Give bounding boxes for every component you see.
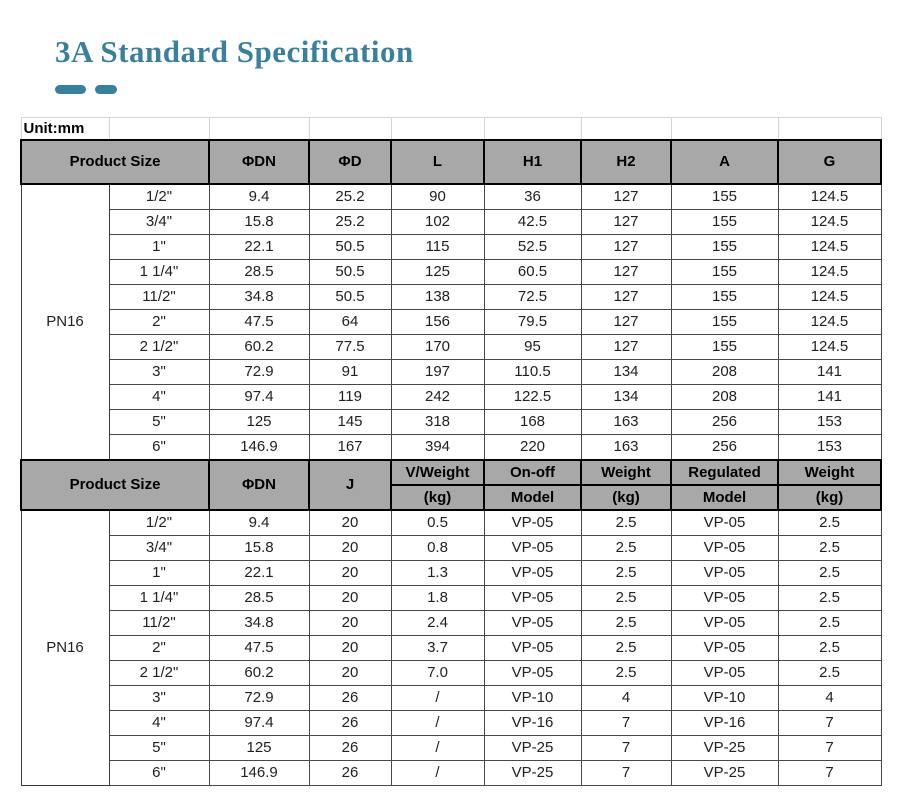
table-cell: 2" <box>109 635 209 660</box>
table-row <box>21 284 881 309</box>
table-cell: 146.9 <box>209 434 309 460</box>
table-cell: 3" <box>109 685 209 710</box>
table-cell: 20 <box>309 610 391 635</box>
header-h2: H2 <box>581 140 671 184</box>
table-cell: 155 <box>671 259 778 284</box>
table-cell: 1 1/4" <box>109 585 209 610</box>
table-cell: 155 <box>671 184 778 210</box>
header-regulated-model: Model <box>671 485 778 510</box>
table-cell: 155 <box>671 334 778 359</box>
table-row <box>21 334 881 359</box>
table-row <box>21 384 881 409</box>
table-cell: 34.8 <box>209 284 309 309</box>
table-cell: 26 <box>309 760 391 785</box>
table-cell: 124.5 <box>778 309 881 334</box>
table-cell: 4 <box>581 685 671 710</box>
table-cell: 3" <box>109 359 209 384</box>
weights-table-body <box>21 510 881 786</box>
table-cell: 6" <box>109 434 209 460</box>
table-cell: 1/2" <box>109 184 209 210</box>
table-cell: 124.5 <box>778 284 881 309</box>
table-cell: 125 <box>209 735 309 760</box>
table-cell: VP-05 <box>671 660 778 685</box>
table-cell: 7 <box>778 735 881 760</box>
table-cell: 153 <box>778 409 881 434</box>
unit-row-cell <box>778 117 881 140</box>
table-cell: 134 <box>581 384 671 409</box>
table-cell: 50.5 <box>309 284 391 309</box>
table-cell: 64 <box>309 309 391 334</box>
table-cell: 3.7 <box>391 635 484 660</box>
table-cell: 72.5 <box>484 284 581 309</box>
table-cell: 125 <box>391 259 484 284</box>
table-cell: 122.5 <box>484 384 581 409</box>
table-cell: 155 <box>671 284 778 309</box>
table-row <box>21 209 881 234</box>
unit-row-cell <box>109 117 209 140</box>
table-cell: VP-05 <box>671 585 778 610</box>
table-cell: VP-05 <box>671 560 778 585</box>
table-cell: 2.5 <box>778 660 881 685</box>
table-cell: 141 <box>778 384 881 409</box>
table-cell: 197 <box>391 359 484 384</box>
table-cell: 5" <box>109 735 209 760</box>
table-cell: 3/4" <box>109 535 209 560</box>
table-cell: 134 <box>581 359 671 384</box>
table-cell: 7 <box>581 710 671 735</box>
table-cell: 2.5 <box>581 635 671 660</box>
table-cell: 4 <box>778 685 881 710</box>
dimensions-table-body <box>21 184 881 460</box>
table-cell: 77.5 <box>309 334 391 359</box>
table-cell: VP-05 <box>484 535 581 560</box>
specification-table <box>20 117 882 786</box>
table-cell: 20 <box>309 510 391 536</box>
table-row <box>21 710 881 735</box>
table-cell: 25.2 <box>309 184 391 210</box>
table-cell: 1" <box>109 234 209 259</box>
table-row <box>21 660 881 685</box>
table-cell: 11/2" <box>109 610 209 635</box>
table-cell: 60.2 <box>209 334 309 359</box>
table-cell: VP-25 <box>484 735 581 760</box>
table-row <box>21 585 881 610</box>
unit-label: Unit:mm <box>21 117 109 140</box>
table-cell: 110.5 <box>484 359 581 384</box>
table-cell: 22.1 <box>209 560 309 585</box>
header-v-weight: V/Weight <box>391 460 484 485</box>
header-l: L <box>391 140 484 184</box>
header-dn: ΦDN <box>209 460 309 510</box>
header-v-weight-unit: (kg) <box>391 485 484 510</box>
unit-row-cell <box>309 117 391 140</box>
table-cell: 153 <box>778 434 881 460</box>
table-cell: 15.8 <box>209 209 309 234</box>
table-cell: VP-10 <box>671 685 778 710</box>
table-cell: 20 <box>309 535 391 560</box>
table-cell: 208 <box>671 359 778 384</box>
table-row <box>21 309 881 334</box>
table-cell: 2.5 <box>778 510 881 536</box>
table-cell: 155 <box>671 309 778 334</box>
table-cell: 127 <box>581 284 671 309</box>
table-cell: 208 <box>671 384 778 409</box>
table-cell: 60.5 <box>484 259 581 284</box>
header-product-size: Product Size <box>21 140 209 184</box>
table-cell: VP-25 <box>671 735 778 760</box>
table-cell: 318 <box>391 409 484 434</box>
table-cell: 1/2" <box>109 510 209 536</box>
table-cell: 256 <box>671 434 778 460</box>
table-cell: / <box>391 735 484 760</box>
table-cell: 394 <box>391 434 484 460</box>
table-cell: 50.5 <box>309 259 391 284</box>
header-d: ΦD <box>309 140 391 184</box>
table-cell: 1" <box>109 560 209 585</box>
table-cell: 127 <box>581 259 671 284</box>
table-cell: 4" <box>109 710 209 735</box>
table-cell: 1.8 <box>391 585 484 610</box>
table-cell: 26 <box>309 685 391 710</box>
table-cell: 52.5 <box>484 234 581 259</box>
table-cell: 60.2 <box>209 660 309 685</box>
table-cell: 90 <box>391 184 484 210</box>
table-cell: 124.5 <box>778 334 881 359</box>
table-cell: 145 <box>309 409 391 434</box>
table-cell: 47.5 <box>209 309 309 334</box>
table-cell: / <box>391 760 484 785</box>
header-g: G <box>778 140 881 184</box>
table-cell: 20 <box>309 660 391 685</box>
table-cell: 242 <box>391 384 484 409</box>
table-row <box>21 535 881 560</box>
table-cell: VP-25 <box>671 760 778 785</box>
header-regulated: Regulated <box>671 460 778 485</box>
page-title: 3A Standard Specification <box>55 34 414 69</box>
title-underline-dashes <box>55 85 900 95</box>
table-cell: 127 <box>581 334 671 359</box>
table-cell: 28.5 <box>209 259 309 284</box>
table-cell: 124.5 <box>778 234 881 259</box>
table-cell: 22.1 <box>209 234 309 259</box>
table-cell: 124.5 <box>778 209 881 234</box>
table-cell: 34.8 <box>209 610 309 635</box>
header-on-off: On-off <box>484 460 581 485</box>
table-cell: 0.8 <box>391 535 484 560</box>
header-a: A <box>671 140 778 184</box>
table-cell: 163 <box>581 434 671 460</box>
table-cell: 95 <box>484 334 581 359</box>
header-h1: H1 <box>484 140 581 184</box>
table-cell: 7 <box>581 760 671 785</box>
table-cell: 9.4 <box>209 184 309 210</box>
table-cell: 170 <box>391 334 484 359</box>
table-cell: 115 <box>391 234 484 259</box>
table-cell: 2.5 <box>778 635 881 660</box>
table-cell: 25.2 <box>309 209 391 234</box>
table-cell: 168 <box>484 409 581 434</box>
table-cell: 20 <box>309 560 391 585</box>
row-group-label: PN16 <box>21 184 109 460</box>
table-cell: 72.9 <box>209 685 309 710</box>
table-cell: 72.9 <box>209 359 309 384</box>
table-cell: 2.5 <box>778 585 881 610</box>
page-header <box>0 0 900 95</box>
table-cell: 1.3 <box>391 560 484 585</box>
table-cell: 146.9 <box>209 760 309 785</box>
table-cell: VP-10 <box>484 685 581 710</box>
table-cell: VP-05 <box>484 610 581 635</box>
dash-decoration <box>55 85 86 94</box>
header-product-size: Product Size <box>21 460 209 510</box>
header-weight-unit-1: (kg) <box>581 485 671 510</box>
table-cell: 141 <box>778 359 881 384</box>
table-cell: 28.5 <box>209 585 309 610</box>
table-cell: 91 <box>309 359 391 384</box>
table-cell: 127 <box>581 234 671 259</box>
table-cell: 125 <box>209 409 309 434</box>
table-cell: VP-05 <box>671 510 778 536</box>
table-cell: 6" <box>109 760 209 785</box>
dimensions-header-row <box>21 140 881 184</box>
unit-row-cell <box>484 117 581 140</box>
table-cell: VP-05 <box>484 560 581 585</box>
table-cell: 11/2" <box>109 284 209 309</box>
table-cell: 2.5 <box>778 560 881 585</box>
table-row <box>21 635 881 660</box>
table-cell: 5" <box>109 409 209 434</box>
table-cell: VP-05 <box>671 535 778 560</box>
table-cell: 7.0 <box>391 660 484 685</box>
table-cell: 4" <box>109 384 209 409</box>
unit-row-cell <box>209 117 309 140</box>
table-cell: 2 1/2" <box>109 334 209 359</box>
table-cell: 156 <box>391 309 484 334</box>
table-cell: 102 <box>391 209 484 234</box>
table-row <box>21 760 881 785</box>
table-cell: 127 <box>581 184 671 210</box>
table-cell: 2.5 <box>778 535 881 560</box>
row-group-label: PN16 <box>21 510 109 786</box>
unit-row-cell <box>391 117 484 140</box>
dash-decoration <box>95 85 117 94</box>
table-cell: 2.5 <box>581 535 671 560</box>
table-cell: 127 <box>581 309 671 334</box>
table-cell: 2" <box>109 309 209 334</box>
table-cell: 2.5 <box>581 585 671 610</box>
table-cell: 36 <box>484 184 581 210</box>
table-cell: VP-16 <box>484 710 581 735</box>
table-cell: / <box>391 710 484 735</box>
table-cell: 9.4 <box>209 510 309 536</box>
table-cell: 97.4 <box>209 710 309 735</box>
table-cell: 124.5 <box>778 184 881 210</box>
table-cell: 7 <box>581 735 671 760</box>
table-cell: 124.5 <box>778 259 881 284</box>
table-row <box>21 184 881 210</box>
table-cell: 47.5 <box>209 635 309 660</box>
table-cell: 119 <box>309 384 391 409</box>
table-row <box>21 685 881 710</box>
table-cell: 97.4 <box>209 384 309 409</box>
table-row <box>21 434 881 460</box>
table-cell: 220 <box>484 434 581 460</box>
unit-row-cell <box>671 117 778 140</box>
table-row <box>21 259 881 284</box>
table-cell: 127 <box>581 209 671 234</box>
table-cell: 0.5 <box>391 510 484 536</box>
header-weight-1: Weight <box>581 460 671 485</box>
table-cell: 138 <box>391 284 484 309</box>
table-row <box>21 234 881 259</box>
table-cell: 2.5 <box>581 610 671 635</box>
unit-row-cell <box>581 117 671 140</box>
header-weight-unit-2: (kg) <box>778 485 881 510</box>
table-cell: 79.5 <box>484 309 581 334</box>
table-cell: VP-05 <box>484 510 581 536</box>
table-cell: 20 <box>309 585 391 610</box>
table-cell: 2.5 <box>581 660 671 685</box>
table-cell: 167 <box>309 434 391 460</box>
table-cell: VP-05 <box>671 610 778 635</box>
table-cell: 155 <box>671 209 778 234</box>
table-cell: 2.5 <box>778 610 881 635</box>
table-row <box>21 560 881 585</box>
unit-row <box>21 117 881 140</box>
header-on-off-model: Model <box>484 485 581 510</box>
table-cell: 256 <box>671 409 778 434</box>
table-cell: 50.5 <box>309 234 391 259</box>
table-cell: 42.5 <box>484 209 581 234</box>
table-cell: 26 <box>309 710 391 735</box>
table-cell: VP-16 <box>671 710 778 735</box>
table-cell: 26 <box>309 735 391 760</box>
table-row <box>21 610 881 635</box>
table-cell: VP-05 <box>484 585 581 610</box>
table-cell: 15.8 <box>209 535 309 560</box>
header-j: J <box>309 460 391 510</box>
table-row <box>21 409 881 434</box>
table-cell: VP-05 <box>484 635 581 660</box>
table-cell: VP-25 <box>484 760 581 785</box>
table-cell: / <box>391 685 484 710</box>
table-cell: 7 <box>778 760 881 785</box>
table-row <box>21 510 881 536</box>
table-cell: 20 <box>309 635 391 660</box>
table-cell: 2.5 <box>581 560 671 585</box>
table-cell: VP-05 <box>484 660 581 685</box>
table-row <box>21 359 881 384</box>
table-cell: 7 <box>778 710 881 735</box>
table-cell: 3/4" <box>109 209 209 234</box>
table-cell: 1 1/4" <box>109 259 209 284</box>
table-cell: 155 <box>671 234 778 259</box>
weights-header-row-top <box>21 460 881 485</box>
header-dn: ΦDN <box>209 140 309 184</box>
table-row <box>21 735 881 760</box>
table-cell: 163 <box>581 409 671 434</box>
table-cell: 2.5 <box>581 510 671 536</box>
table-cell: 2.4 <box>391 610 484 635</box>
table-cell: VP-05 <box>671 635 778 660</box>
header-weight-2: Weight <box>778 460 881 485</box>
table-cell: 2 1/2" <box>109 660 209 685</box>
